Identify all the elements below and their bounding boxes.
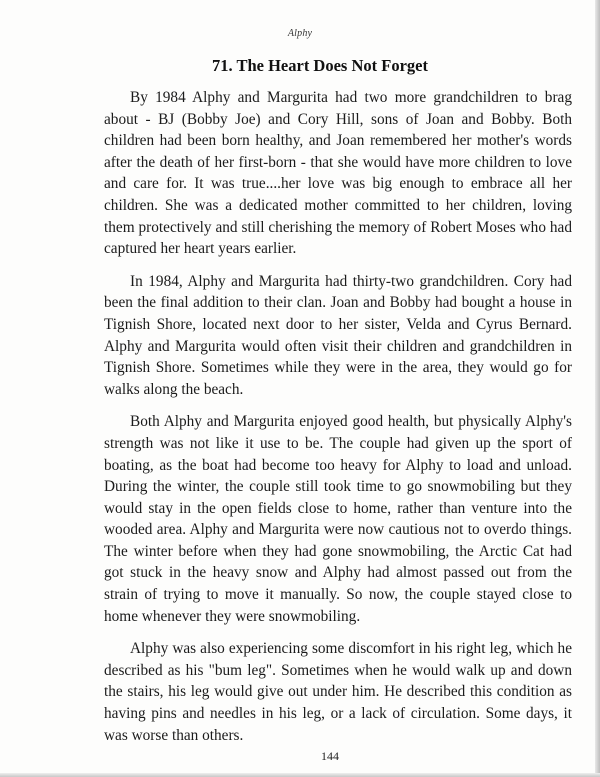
scan-edge-shadow bbox=[0, 773, 600, 777]
body-text bbox=[104, 87, 572, 757]
running-head: Alphy bbox=[287, 28, 313, 39]
paragraph: By 1984 Alphy and Margurita had two more grandchildren to brag about - BJ (Bobby Joe) and Cory Hill, sons of Joan and Bobby. Both children had been born healthy, and Joan remembered her mother's words after the death of her first-born - that she would have more children to love and care for. It was true....her love was big enough to embrace all her children. She was a dedicated mother committed to her children, loving them protectively and still cherishing the memory of Robert Moses who had captured her heart years earlier. bbox=[104, 89, 572, 258]
paragraph: Both Alphy and Margurita enjoyed good health, but physically Alphy's strength was not like it use to be. The couple had given up the sport of boating, as the boat had become too heavy for Alphy to load and unload. During the winter, the couple still took time to go snowmobiling but they would stay in the open fields close to home, rather than venture into the wooded area. Alphy and Margurita were now cautious not to overdo things. The winter before when they had gone snowmobiling, the Arctic Cat had got stuck in the heavy snow and Alphy had almost passed out from the strain of trying to move it manually. So now, the couple stayed close to home whenever they were snowmobiling. bbox=[104, 413, 572, 625]
paragraph: Alphy was also experiencing some discomfort in his right leg, which he described as his "bum leg". Sometimes when he would walk up and down the stairs, his leg would give out under him. He described this condition as having pins and needles in his leg, or a lack of circulation. Some days, it was worse than others. bbox=[104, 640, 572, 744]
chapter-title: 71. The Heart Does Not Forget bbox=[212, 56, 428, 75]
page-number: 144 bbox=[321, 749, 339, 763]
paragraph: In 1984, Alphy and Margurita had thirty-two grandchildren. Cory had been the final addition to their clan. Joan and Bobby had bought a house in Tignish Shore, located next door to her sister, Velda and Cyrus Bernard. Alphy and Margurita would often visit their children and grandchildren in Tignish Shore. Sometimes while they were in the area, they would go for walks along the beach. bbox=[104, 272, 572, 398]
scan-edge-shadow bbox=[595, 0, 600, 777]
